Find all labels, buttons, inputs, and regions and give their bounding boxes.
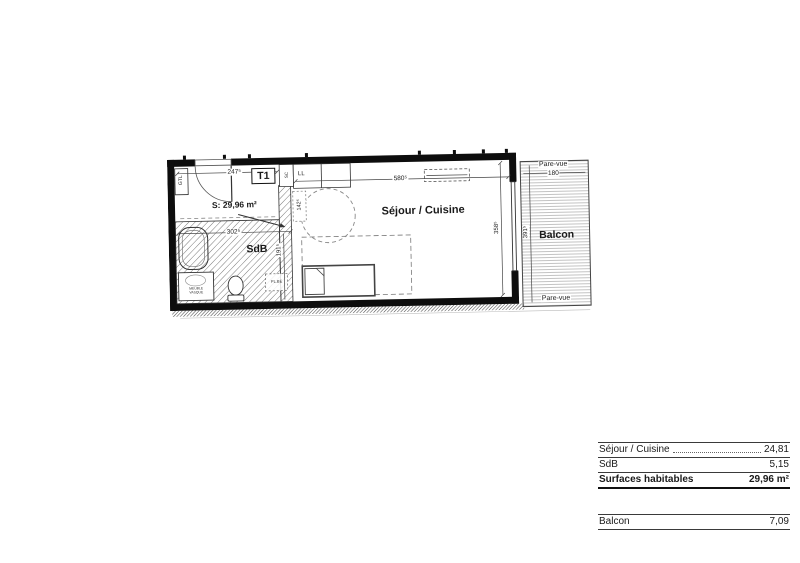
pare-vue-bottom-label: Pare-vue (541, 294, 571, 303)
window-bay (510, 182, 518, 271)
dim-balcony-length: 391⁵ (522, 225, 530, 239)
radiator (424, 169, 469, 182)
pare-vue-top-label: Pare-vue (538, 160, 568, 169)
toilet (227, 276, 244, 301)
bathroom-label: SdB (246, 242, 268, 256)
dotted-leader (673, 444, 761, 453)
table-row-bathroom (598, 457, 790, 472)
surface-area-label: S: 29,96 m² (211, 199, 257, 211)
bed (302, 265, 375, 298)
row-label: SdB (599, 459, 618, 470)
closet-label: PL.BE (270, 278, 283, 284)
row-value: 7,09 (769, 516, 789, 527)
table-row-balcony (598, 514, 790, 530)
vanity-label-line2: VASQUE (189, 290, 204, 295)
gtl-label: GTL (177, 175, 185, 186)
living-room-label: Séjour / Cuisine (381, 203, 465, 218)
balcony-label: Balcon (539, 228, 575, 242)
vanity-label-line1: MEUBLE (189, 286, 204, 291)
surface-table (598, 442, 790, 530)
dim-living-width: 580⁵ (393, 174, 408, 183)
dim-living-depth: 358⁵ (493, 221, 501, 234)
dim-entry-depth: 142⁵ (295, 198, 303, 211)
floorplan (167, 151, 601, 338)
table-circle (301, 188, 356, 243)
door-opening (195, 159, 231, 166)
unit-type-label: T1 (251, 168, 275, 184)
table-row-total (598, 472, 790, 489)
row-value: 5,15 (769, 459, 789, 470)
dim-balcony-width: 180 (547, 169, 559, 177)
dim-entry-width: 247⁵ (227, 168, 242, 176)
washer-label: LL (297, 171, 305, 178)
row-label: Balcon (599, 516, 630, 527)
total-label: Surfaces habitables (599, 474, 694, 485)
row-label: Séjour / Cuisine (599, 444, 670, 455)
table-row-living (598, 442, 790, 457)
entry-zone (180, 217, 276, 219)
dim-bath-width: 302⁵ (226, 228, 241, 236)
sc-label: SC (283, 171, 289, 179)
total-value: 29,96 m² (748, 474, 789, 485)
row-value: 24,81 (763, 444, 789, 455)
dim-bath-depth: 191⁵ (276, 243, 283, 257)
